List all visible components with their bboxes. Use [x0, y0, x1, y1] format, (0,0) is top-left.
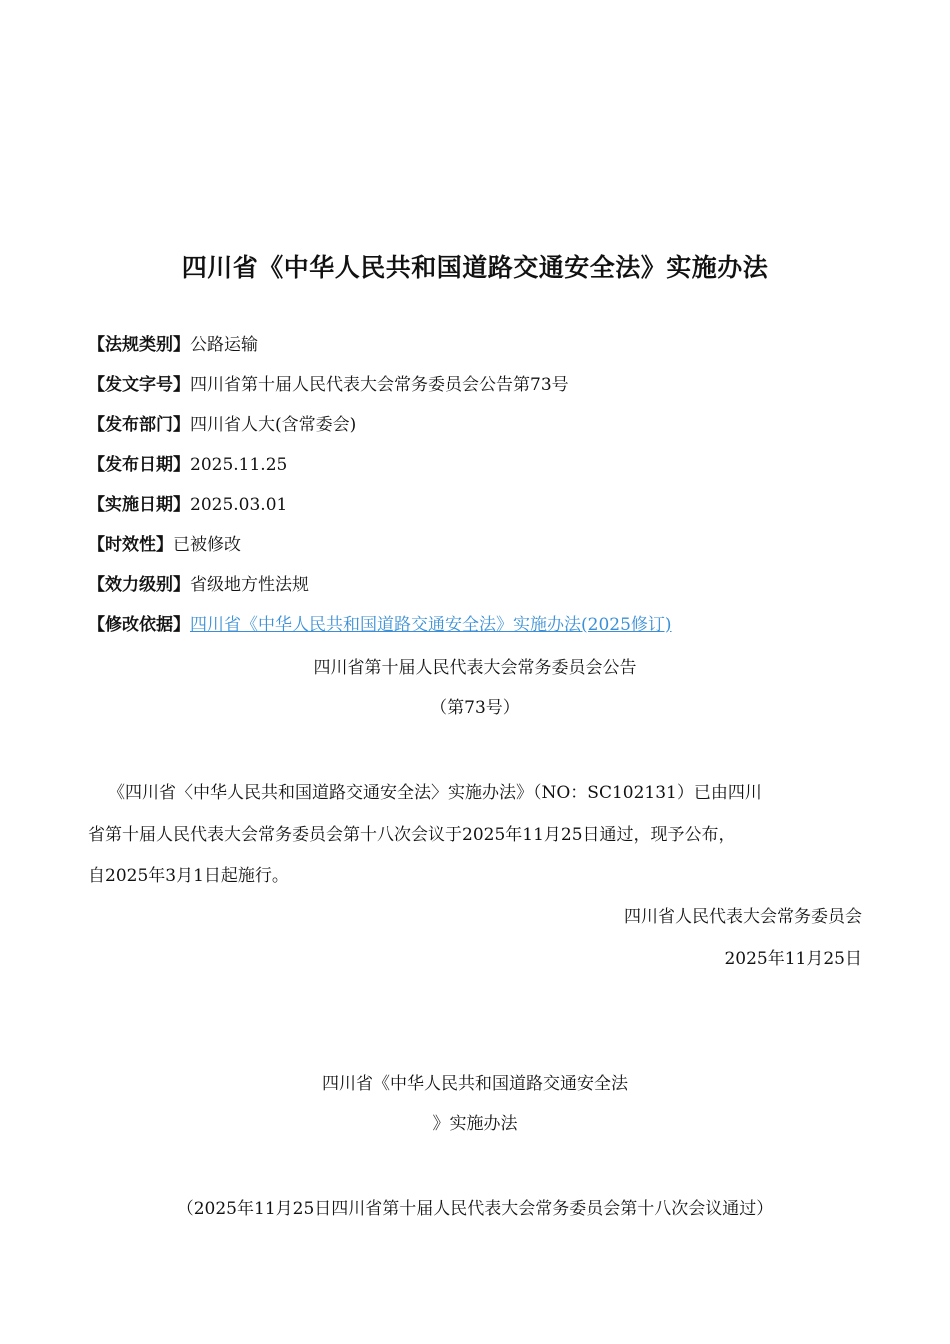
meta-value: 2025.03.01	[190, 495, 288, 515]
meta-row-publish-date	[88, 450, 287, 475]
announcement-heading: 四川省第十届人民代表大会常务委员会公告	[313, 658, 637, 678]
page-title: 四川省《中华人民共和国道路交通安全法》实施办法	[181, 253, 769, 282]
meta-row-category	[88, 330, 258, 355]
meta-value: 公路运输	[190, 335, 258, 355]
meta-label: 【发布日期】	[88, 455, 190, 475]
announcement-date: 2025年11月25日	[724, 949, 862, 969]
meta-label: 【法规类别】	[88, 335, 190, 355]
law-adoption-note: （2025年11月25日四川省第十届人民代表大会常务委员会第十八次会议通过）	[176, 1199, 774, 1219]
meta-value: 2025.11.25	[190, 455, 288, 475]
meta-label: 【效力级别】	[88, 575, 190, 595]
announcement-body-line: 《四川省〈中华人民共和国道路交通安全法〉实施办法》（NO：SC102131）已由四川	[108, 783, 762, 803]
meta-label: 【修改依据】	[88, 615, 190, 635]
meta-value: 省级地方性法规	[190, 575, 309, 595]
meta-label: 【发布部门】	[88, 415, 190, 435]
meta-row-effective-date	[88, 490, 287, 515]
announcement-body-line: 省第十届人民代表大会常务委员会第十八次会议于2025年11月25日通过，现予公布，	[88, 825, 736, 845]
meta-row-validity	[88, 530, 241, 555]
law-title-line1: 四川省《中华人民共和国道路交通安全法	[322, 1074, 628, 1094]
meta-value: 四川省第十届人民代表大会常务委员会公告第73号	[190, 375, 569, 395]
meta-row-level	[88, 570, 309, 595]
announcement-body-line: 自2025年3月1日起施行。	[88, 866, 289, 886]
meta-value: 已被修改	[173, 535, 241, 555]
meta-label: 【时效性】	[88, 535, 173, 555]
meta-label: 【实施日期】	[88, 495, 190, 515]
meta-row-doc-number	[88, 370, 569, 395]
meta-row-department	[88, 410, 356, 435]
amendment-link[interactable]: 四川省《中华人民共和国道路交通安全法》实施办法(2025修订)	[190, 615, 672, 635]
meta-label: 【发文字号】	[88, 375, 190, 395]
meta-row-amendment-basis	[88, 610, 672, 635]
meta-value: 四川省人大(含常委会)	[190, 415, 357, 435]
announcement-issuer: 四川省人民代表大会常务委员会	[624, 907, 862, 927]
law-title-line2: 》实施办法	[432, 1114, 518, 1134]
announcement-number: （第73号）	[430, 698, 520, 718]
